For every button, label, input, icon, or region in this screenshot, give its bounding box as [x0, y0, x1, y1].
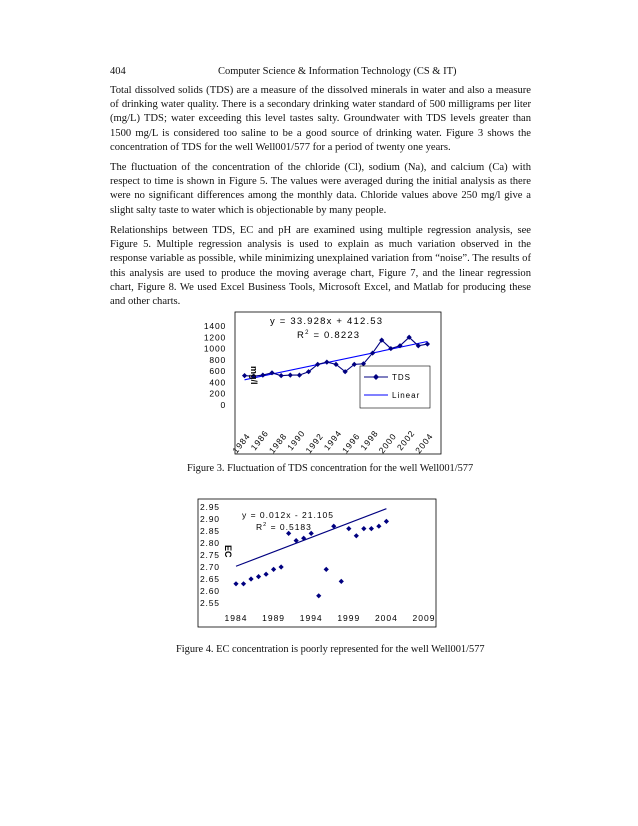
paragraph-tds: Total dissolved solids (TDS) are a measure of the dissolved minerals in water and also a measure of drinking water quality. There is a secondary drinking water standard of 500 milligrams per liter (mg/L) TDS; water exceeding this level tastes salty. Groundwater with TDS levels greater than 1500 mg/L is considered too saline to be a good source of drinking water. Figure 3 shows the concentration of TDS for the well Well001/577 for a period of twenty one years.: [110, 85, 531, 153]
figure4-y-tick-label: 2.60: [200, 586, 220, 596]
figure4-caption: Figure 4. EC concentration is poorly represented for the well Well001/577: [176, 644, 485, 655]
figure3-y-tick-label: 600: [209, 366, 226, 377]
figure3-tds-chart: [198, 308, 446, 456]
legend-linear-label: Linear: [392, 391, 421, 400]
paragraph-chloride: The fluctuation of the concentration of the chloride (Cl), sodium (Na), and calcium (Ca) with respect to time is shown in Figure 5. The values were averaged during the initial analysis as there were no significant differences among the monthly data. Chloride values above 250 mg/l give a slight salty taste to water which is objectionable by many people.: [110, 162, 531, 216]
figure3-x-tick-label: 1996: [339, 431, 362, 456]
figure3-x-tick-label: 1986: [248, 428, 271, 453]
figure4-x-tick-label: 2009: [412, 613, 436, 623]
figure4-ec-chart: [190, 497, 440, 629]
figure4-x-tick-label: 1989: [262, 613, 286, 623]
figure3-y-tick-label: 400: [209, 377, 226, 388]
figure3-y-tick-label: 200: [209, 388, 226, 399]
figure3-equation: y = 33.928x + 412.53: [270, 316, 384, 327]
figure4-x-tick-label: 1994: [299, 613, 323, 623]
figure4-y-tick-label: 2.90: [200, 514, 220, 524]
figure3-x-tick-label: 1992: [303, 431, 326, 456]
figure4-y-tick-label: 2.55: [200, 598, 220, 608]
figure3-x-tick-label: 2000: [376, 431, 399, 456]
figure3-x-tick-label: 1990: [285, 428, 308, 453]
figure4-x-tick-label: 1999: [337, 613, 361, 623]
journal-title: Computer Science & Information Technology (CS & IT): [218, 66, 457, 77]
figure4-y-tick-label: 2.75: [200, 550, 220, 560]
figure4-y-tick-label: 2.70: [200, 562, 220, 572]
figure3-y-tick-label: 1400: [203, 321, 226, 331]
page-header: [110, 66, 530, 80]
figure3-y-tick-label: 800: [209, 354, 226, 365]
legend-tds-label: TDS: [392, 373, 411, 382]
figure4-y-tick-label: 2.95: [200, 502, 220, 512]
figure3-caption: Figure 3. Fluctuation of TDS concentration for the well Well001/577: [187, 463, 474, 474]
page-number: 404: [110, 66, 126, 77]
figure3-legend: [360, 366, 430, 408]
figure3-x-tick-label: 2002: [394, 428, 417, 453]
figure4-y-label: EC: [223, 545, 233, 558]
figure3-x-tick-label: 1988: [266, 431, 289, 456]
figure3-y-label: mg/l: [249, 366, 259, 385]
figure4-y-tick-label: 2.80: [200, 538, 220, 548]
figure3-y-tick-label: 0: [220, 400, 226, 410]
figure4-x-tick-label: 2004: [374, 613, 398, 623]
figure4-y-tick-label: 2.85: [200, 526, 220, 536]
figure3-x-tick-label: 1998: [358, 428, 381, 453]
figure3-y-tick-label: 1200: [203, 332, 226, 343]
figure4-equation: y = 0.012x - 21.105: [242, 510, 335, 520]
paragraph-regression: Relationships between TDS, EC and pH are examined using multiple regression analysis, see Figure 5. Multiple regression analysis is used to explain as much variation observed in the response variable as possible, while minimizing unexplained variation from “noise”. The results of this analysis are used to produce the moving average chart, Figure 7, and the linear regression chart, Figure 8. We used Excel Business Tools, Microsoft Excel, and Matlab for producing these and other charts.: [110, 225, 531, 308]
figure4-y-tick-label: 2.65: [200, 574, 220, 584]
figure4-x-tick-label: 1984: [224, 613, 248, 623]
figure3-x-tick-label: 1994: [321, 428, 344, 453]
figure3-y-tick-label: 1000: [203, 343, 226, 354]
figure4-r-squared: $R^2 = 0.5183$: [256, 522, 312, 532]
figure3-r-squared: $R^2 = 0.8223$: [297, 330, 361, 341]
figure3-x-tick-label: 1984: [230, 431, 253, 456]
figure3-x-tick-label: 2004: [413, 431, 436, 456]
